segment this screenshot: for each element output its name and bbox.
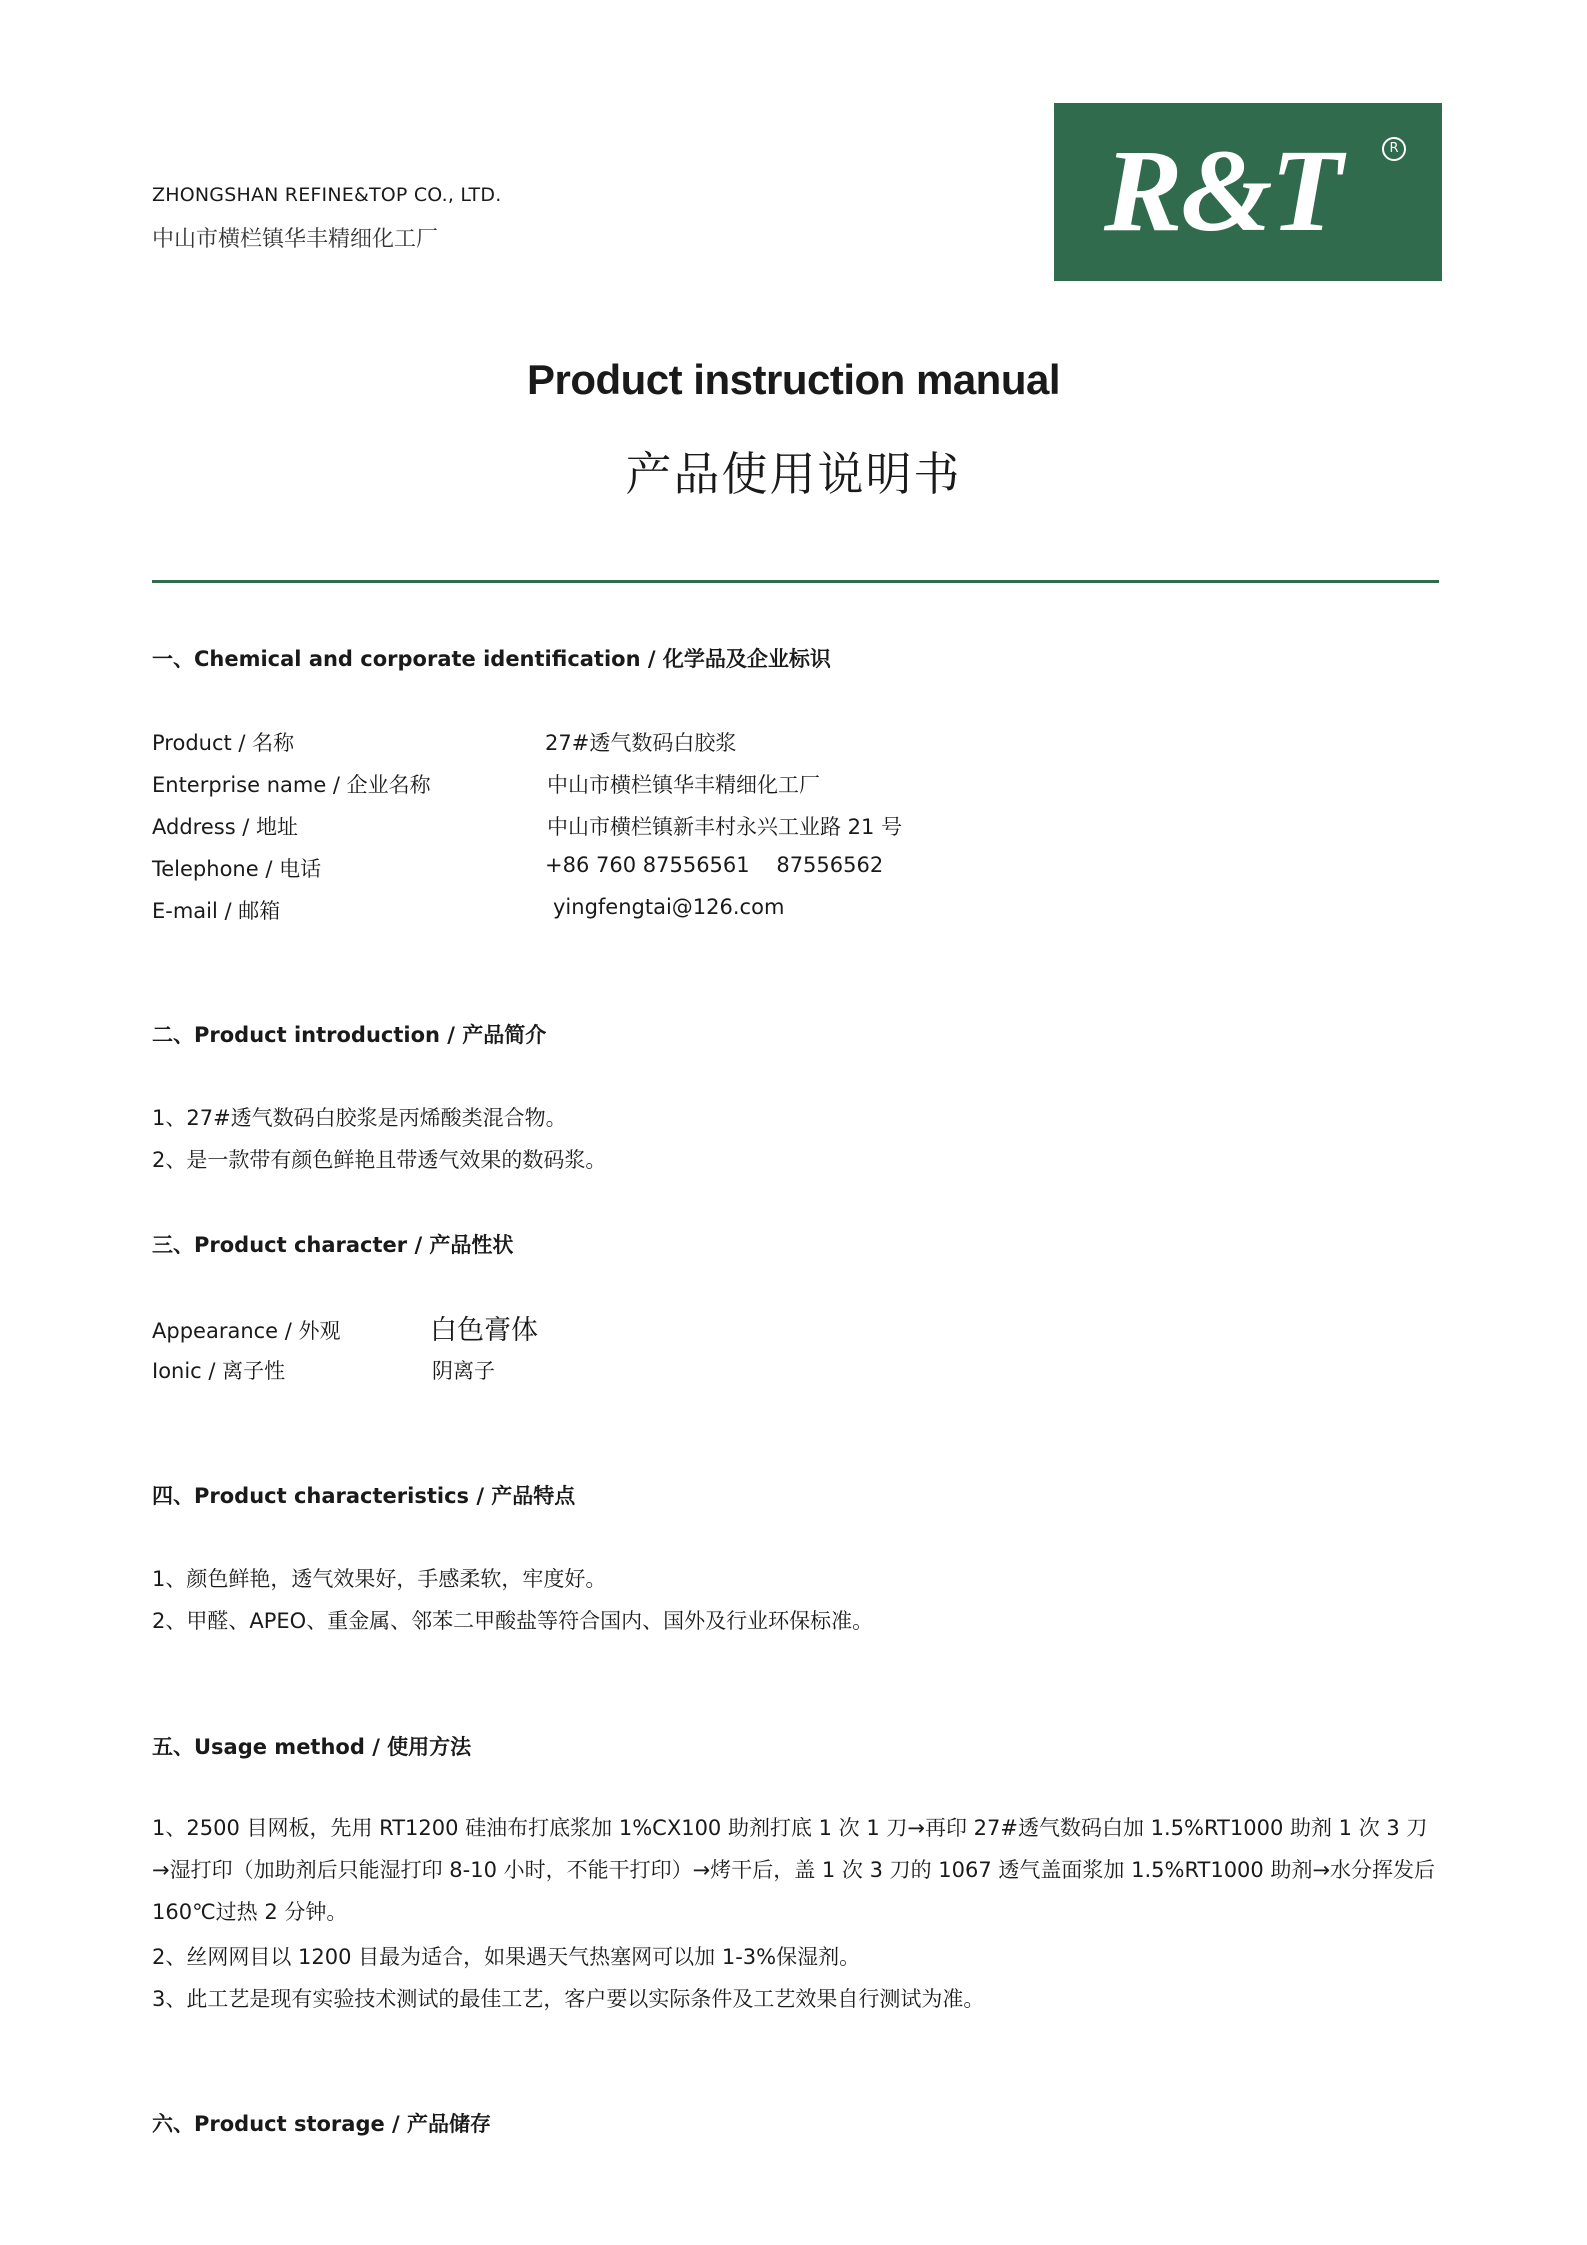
field-value-ionic: 阴离子 bbox=[432, 1359, 495, 1383]
field-label-address: Address / 地址 bbox=[152, 815, 299, 839]
section-heading-storage: 六、Product storage / 产品储存 bbox=[152, 2112, 492, 2136]
usage-item: 1、2500 目网板，先用 RT1200 硅油布打底浆加 1%CX100 助剂打底 1 次 1 刀→再印 27#透气数码白加 1.5%RT1000 助剂 1 次 3 刀→湿打印（加助剂后只能湿打印 8-10 小时，不能干打印）→烤干后，盖 1 次 3 刀的 1067 透气盖面浆加 1.5%RT1000 助剂→水分挥发后 160℃过热 2 分钟。 bbox=[152, 1816, 1436, 1924]
page-title-en: Product instruction manual bbox=[526, 356, 1061, 403]
registered-mark-icon: R bbox=[1382, 137, 1406, 161]
section-heading-introduction: 二、Product introduction / 产品简介 bbox=[152, 1023, 547, 1047]
field-label-product: Product / 名称 bbox=[152, 731, 295, 755]
introduction-item: 2、是一款带有颜色鲜艳且带透气效果的数码浆。 bbox=[152, 1148, 607, 1172]
logo-text: R&T bbox=[1104, 125, 1341, 256]
field-value-address: 中山市横栏镇新丰村永兴工业路 21 号 bbox=[547, 815, 903, 839]
field-value-telephone: +86 760 87556561 87556562 bbox=[545, 853, 884, 877]
field-value-appearance: 白色膏体 bbox=[430, 1315, 538, 1346]
company-name-cn: 中山市横栏镇华丰精细化工厂 bbox=[152, 227, 439, 252]
introduction-item: 1、27#透气数码白胶浆是丙烯酸类混合物。 bbox=[152, 1106, 567, 1130]
field-label-telephone: Telephone / 电话 bbox=[152, 857, 322, 881]
section-heading-character: 三、Product character / 产品性状 bbox=[152, 1233, 514, 1257]
field-label-appearance: Appearance / 外观 bbox=[152, 1319, 341, 1343]
company-logo bbox=[1054, 103, 1442, 281]
characteristics-item: 1、颜色鲜艳，透气效果好，手感柔软，牢度好。 bbox=[152, 1567, 607, 1591]
field-label-ionic: Ionic / 离子性 bbox=[152, 1359, 286, 1383]
usage-item: 3、此工艺是现有实验技术测试的最佳工艺，客户要以实际条件及工艺效果自行测试为准。 bbox=[152, 1987, 985, 2011]
page-title-cn: 产品使用说明书 bbox=[625, 447, 962, 501]
field-label-enterprise: Enterprise name / 企业名称 bbox=[152, 773, 431, 797]
field-label-email: E-mail / 邮箱 bbox=[152, 899, 281, 923]
section-heading-characteristics: 四、Product characteristics / 产品特点 bbox=[152, 1484, 576, 1508]
field-value-enterprise: 中山市横栏镇华丰精细化工厂 bbox=[547, 773, 820, 797]
section-heading-usage: 五、Usage method / 使用方法 bbox=[152, 1735, 472, 1759]
field-value-email: yingfengtai@126.com bbox=[553, 895, 785, 919]
company-name-en: ZHONGSHAN REFINE&TOP CO., LTD. bbox=[152, 184, 502, 206]
usage-item: 2、丝网网目以 1200 目最为适合，如果遇天气热塞网可以加 1-3%保湿剂。 bbox=[152, 1945, 861, 1969]
title-divider bbox=[152, 580, 1439, 583]
field-value-product: 27#透气数码白胶浆 bbox=[545, 731, 737, 755]
section-heading-identification: 一、Chemical and corporate identification / 化学品及企业标识 bbox=[152, 647, 831, 671]
characteristics-item: 2、甲醛、APEO、重金属、邻苯二甲酸盐等符合国内、国外及行业环保标准。 bbox=[152, 1609, 874, 1633]
